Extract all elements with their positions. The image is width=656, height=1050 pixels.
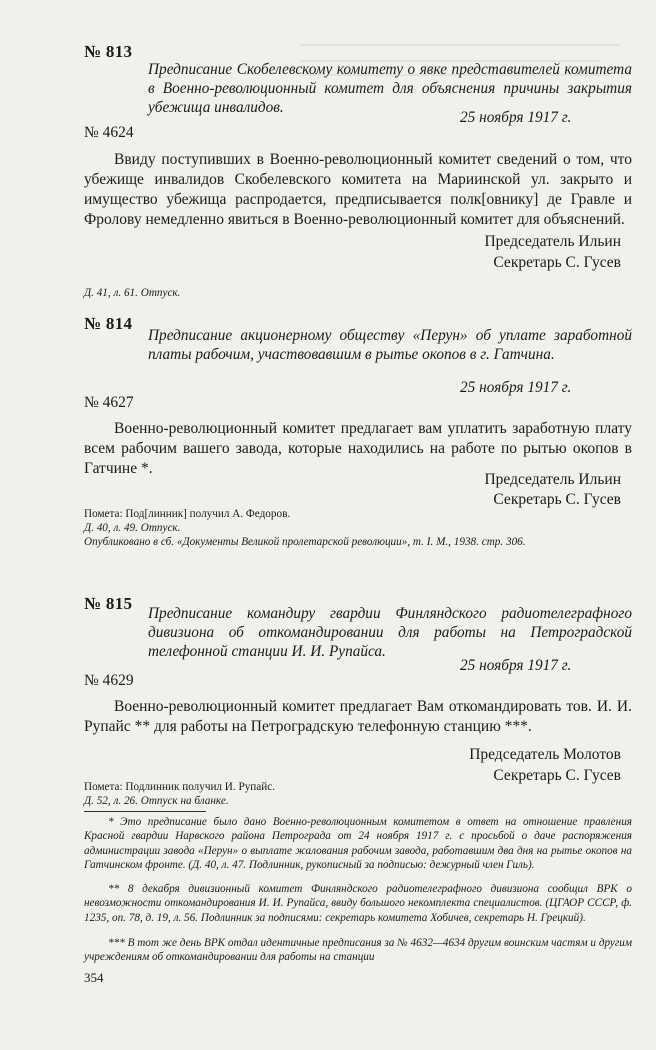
doc-814-signature-secretary: Секретарь С. Гусев [493, 491, 621, 508]
doc-815-archive-ref: Д. 52, л. 26. Отпуск на бланке. [84, 795, 229, 807]
page-number: 354 [84, 970, 104, 985]
doc-815-date: 25 ноября 1917 г. [460, 657, 572, 674]
doc-814-title: Предписание акционерному обществу «Перун» об уплате заработной платы рабочим, участвовавшим в рытье окопов в г. Гатчина. [148, 327, 632, 363]
doc-815-number: № 815 [84, 594, 133, 613]
doc-814-number: № 814 [84, 314, 133, 333]
doc-814-reg-number: № 4627 [84, 394, 134, 411]
doc-813-title: Предписание Скобелевскому комитету о явке представителей комитета в Военно-революционный комитет для объяснения причины закрытия убежища инвалидов. [148, 61, 632, 116]
doc-815-note: Помета: Подлинник получил И. Рупайс. [84, 781, 276, 793]
doc-813-body: Ввиду поступивших в Военно-революционный комитет сведений о том, что убежище инвалидов Скобелевского комитета на Мариинской ул. закрыто и имущество убежища распродается, предписывается полк[овнику] де Гравле и Фролову немедленно явиться в Военно-революционный комитет для объяснений. [84, 151, 632, 228]
footnote-rule [84, 811, 206, 812]
doc-815-reg-number: № 4629 [84, 672, 134, 689]
doc-815-body: Военно-революционный комитет предлагает Вам откомандировать тов. И. И. Рупайс ** для работы на Петроградскую телефонную станцию ***. [84, 698, 632, 735]
doc-815-signature-chairman: Председатель Молотов [469, 746, 621, 763]
doc-814-published-ref: Опубликовано в сб. «Документы Великой пролетарской революции», т. I. М., 1938. стр. 306. [84, 536, 526, 548]
footnote-2: ** 8 декабря дивизионный комитет Финляндского радиотелеграфного дивизиона сообщил ВРК о невозможности откомандирования И. И. Рупайса, ввиду большого некомплекта специалистов. (ЦГАОР СССР, ф. 1235, оп. 78, д. 19, л. 56. Подлинник за подписями: секретарь комитета Хобичев, секретарь Н. Грецкий). [84, 883, 632, 924]
footnote-3: *** В тот же день ВРК отдал идентичные предписания за № 4632—4634 другим воинским частям и другим учреждениям об откомандировании для работы на станции [84, 937, 632, 964]
doc-814-note: Помета: Под[линник] получил А. Федоров. [84, 508, 291, 520]
doc-813-signature-secretary: Секретарь С. Гусев [493, 254, 621, 271]
doc-813-archive-ref: Д. 41, л. 61. Отпуск. [84, 287, 181, 299]
doc-813-signature-chairman: Председатель Ильин [484, 233, 621, 250]
doc-813-date: 25 ноября 1917 г. [460, 109, 572, 126]
doc-814-date: 25 ноября 1917 г. [460, 379, 572, 396]
doc-813-reg-number: № 4624 [84, 124, 134, 141]
doc-814-archive-ref: Д. 40, л. 49. Отпуск. [84, 522, 181, 534]
doc-815-signature-secretary: Секретарь С. Гусев [493, 767, 621, 784]
footnote-1: * Это предписание было дано Военно-революционным комитетом в ответ на отношение правления Красной гвардии Нарвского района Петрограда от 24 ноября 1917 г. с просьбой о даче распоряжения администрации завода «Перун» о выплате жалования рабочим завода, работавшим два дня на рытье окопов на Гатчинском фронте. (Д. 40, л. 47. Подлинник, рукописный за подписью: дежурный член Гиль). [84, 816, 632, 871]
doc-814-body: Военно-революционный комитет предлагает вам уплатить заработную плату всем рабочим вашего завода, которые находились на работе по рытью окопов в Гатчине *. [84, 420, 632, 477]
doc-814-signature-chairman: Председатель Ильин [484, 471, 621, 488]
doc-815-title: Предписание командиру гвардии Финляндского радиотелеграфного дивизиона об откомандировании для работы на Петроградской телефонной станции И. И. Рупайса. [148, 605, 632, 660]
doc-813-number: № 813 [84, 42, 133, 61]
